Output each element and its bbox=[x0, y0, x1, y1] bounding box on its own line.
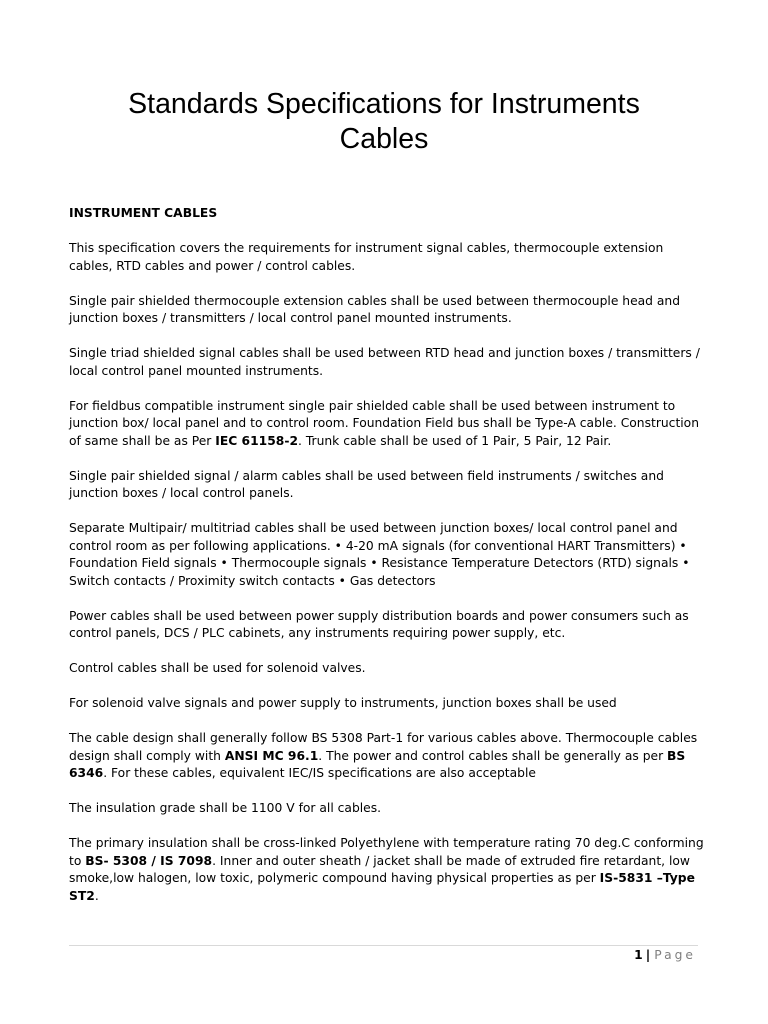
paragraph-fieldbus bbox=[69, 398, 709, 451]
insulation-text-a: The primary insulation shall be cross-linked Polyethylene with temperature rating 70 deg.C conforming to bbox=[69, 836, 704, 868]
paragraph-rtd: Single triad shielded signal cables shall be used between RTD head and junction boxes / transmitters / local control panel mounted instruments. bbox=[69, 346, 700, 378]
design-text-a: The cable design shall generally follow BS 5308 Part-1 for various cables above. Thermocouple cables design shall comply with bbox=[69, 731, 698, 763]
page-number: 1 bbox=[634, 948, 643, 962]
title-line-2: Cables bbox=[339, 123, 429, 155]
paragraph-multipair: Separate Multipair/ multitriad cables shall be used between junction boxes/ local control panel and control room as per following applications. • 4-20 mA signals (for conventional HART Transmitters) • Foundation Field signals • Thermocouple signals • Resistance Temperature Detectors (RTD) signals • Switch contacts / Proximity switch contacts • Gas detectors bbox=[69, 521, 690, 588]
insulation-standard-is: IS-5831 –Type ST2 bbox=[69, 871, 695, 903]
paragraph-thermocouple: Single pair shielded thermocouple extension cables shall be used between thermocouple head and junction boxes / transmitters / local control panel mounted instruments. bbox=[69, 293, 681, 325]
fieldbus-text-a: For fieldbus compatible instrument single pair shielded cable shall be used between instrument to junction box/ local panel and to control room. Foundation Field bus shall be Type-A cable. Construction of same shall be as Per bbox=[69, 398, 699, 448]
page-label: Page bbox=[654, 948, 696, 962]
fieldbus-standard: IEC 61158-2 bbox=[215, 433, 299, 448]
design-standard-bs: BS 6346 bbox=[69, 748, 686, 780]
paragraph-power-cables: Power cables shall be used between power supply distribution boards and power consumers such as control panels, DCS / PLC cabinets, any instruments requiring power supply, etc. bbox=[69, 608, 689, 640]
insulation-text-c: . Inner and outer sheath / jacket shall be made of extruded fire retardant, low smoke,low halogen, low toxic, polymeric compound having physical properties as per bbox=[69, 853, 690, 885]
fieldbus-text-c: . Trunk cable shall be used of 1 Pair, 5 Pair, 12 Pair. bbox=[298, 433, 612, 448]
insulation-standard-bs: BS- 5308 / IS 7098 bbox=[85, 853, 213, 868]
section-heading: INSTRUMENT CABLES bbox=[69, 206, 218, 220]
paragraph-insulation-grade: The insulation grade shall be 1100 V for all cables. bbox=[69, 801, 382, 815]
design-text-c: . The power and control cables shall be generally as per bbox=[318, 748, 668, 763]
footer-separator: | bbox=[645, 948, 651, 962]
footer-divider bbox=[69, 945, 698, 946]
paragraph-cable-design bbox=[69, 730, 709, 783]
document-body bbox=[69, 205, 709, 923]
paragraph-signal-alarm: Single pair shielded signal / alarm cables shall be used between field instruments / switches and junction boxes / local control panels. bbox=[69, 468, 664, 500]
document-title bbox=[60, 87, 708, 157]
title-line-1: Standards Specifications for Instruments bbox=[128, 88, 640, 120]
design-standard-ansi: ANSI MC 96.1 bbox=[224, 748, 319, 763]
paragraph-solenoid: For solenoid valve signals and power supply to instruments, junction boxes shall be used bbox=[69, 696, 617, 710]
insulation-text-e: . bbox=[94, 888, 99, 903]
paragraph-control-cables: Control cables shall be used for solenoid valves. bbox=[69, 661, 366, 675]
paragraph-primary-insulation bbox=[69, 835, 709, 905]
design-text-e: . For these cables, equivalent IEC/IS specifications are also acceptable bbox=[103, 766, 536, 780]
paragraph-scope: This specification covers the requirements for instrument signal cables, thermocouple extension cables, RTD cables and power / control cables. bbox=[69, 241, 664, 273]
page-footer bbox=[634, 947, 696, 964]
